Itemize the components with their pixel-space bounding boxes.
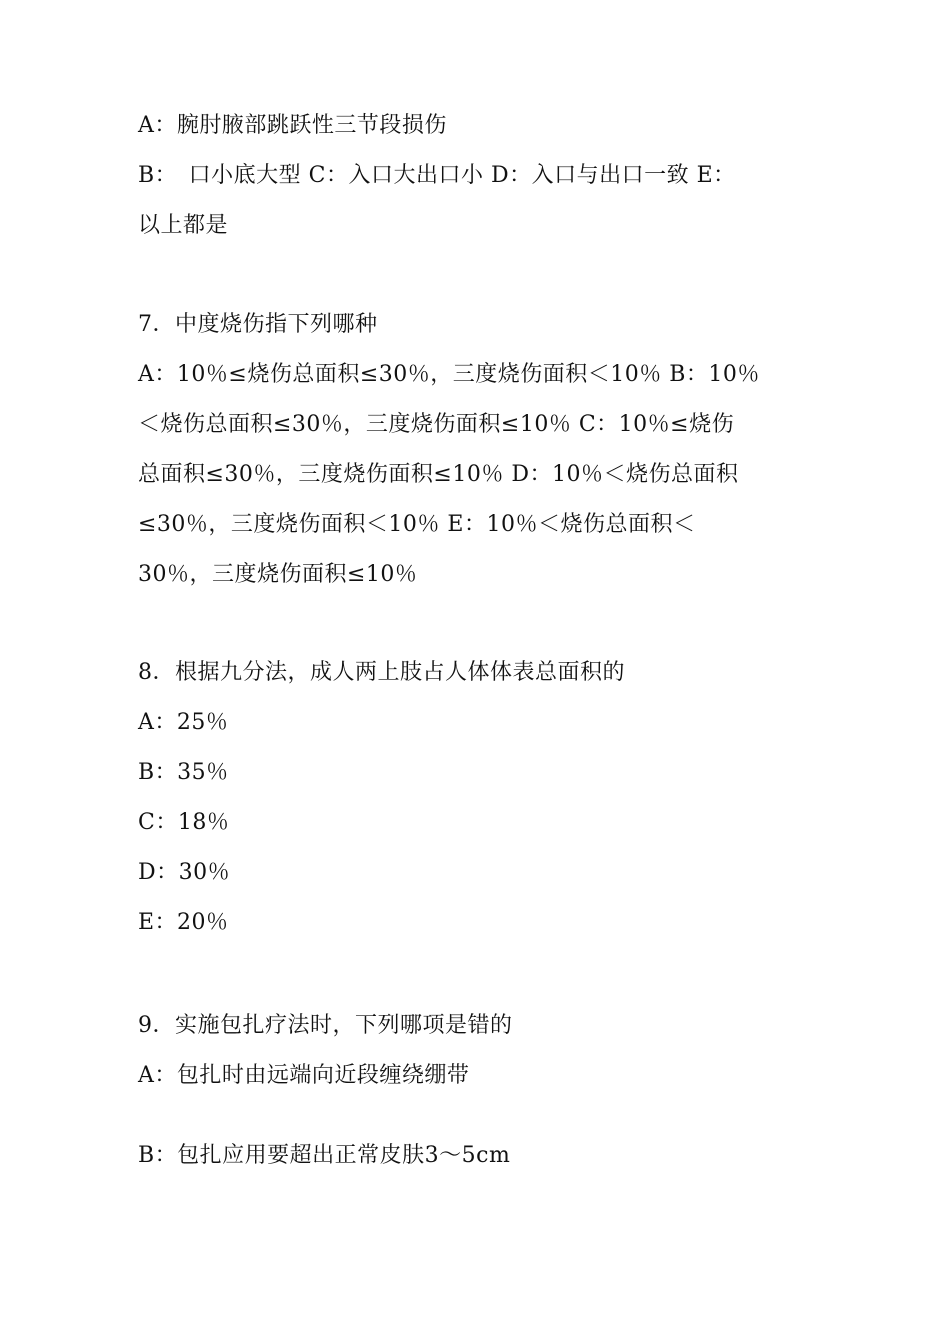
option-line: B：35％ bbox=[138, 760, 229, 785]
option-line: C：18％ bbox=[138, 810, 230, 835]
question-title: 9．实施包扎疗法时，下列哪项是错的 bbox=[138, 1013, 513, 1038]
text-line: 总面积≤30％，三度烧伤面积≤10％ D：10％＜烧伤总面积 bbox=[138, 462, 739, 487]
option-line: A：25％ bbox=[138, 710, 229, 735]
text-line: B： 口小底大型 C：入口大出口小 D：入口与出口一致 E： bbox=[138, 163, 736, 188]
question-title: 7．中度烧伤指下列哪种 bbox=[138, 312, 378, 337]
text-line: 30％，三度烧伤面积≤10％ bbox=[138, 562, 418, 587]
option-line: A：包扎时由远端向近段缠绕绷带 bbox=[138, 1063, 470, 1088]
question-title: 8．根据九分法，成人两上肢占人体体表总面积的 bbox=[138, 660, 625, 685]
option-line: B：包扎应用要超出正常皮肤3～5cm bbox=[138, 1143, 511, 1168]
text-line: ≤30％，三度烧伤面积＜10％ E：10％＜烧伤总面积＜ bbox=[138, 512, 696, 537]
text-line: A：10％≤烧伤总面积≤30％，三度烧伤面积＜10％ B：10％ bbox=[138, 362, 760, 387]
text-line: 以上都是 bbox=[138, 213, 229, 238]
text-line: ＜烧伤总面积≤30％，三度烧伤面积≤10％ C：10％≤烧伤 bbox=[138, 412, 735, 437]
option-line: E：20％ bbox=[138, 910, 229, 935]
text-line: A：腕肘腋部跳跃性三节段损伤 bbox=[138, 113, 447, 138]
option-line: D：30％ bbox=[138, 860, 231, 885]
